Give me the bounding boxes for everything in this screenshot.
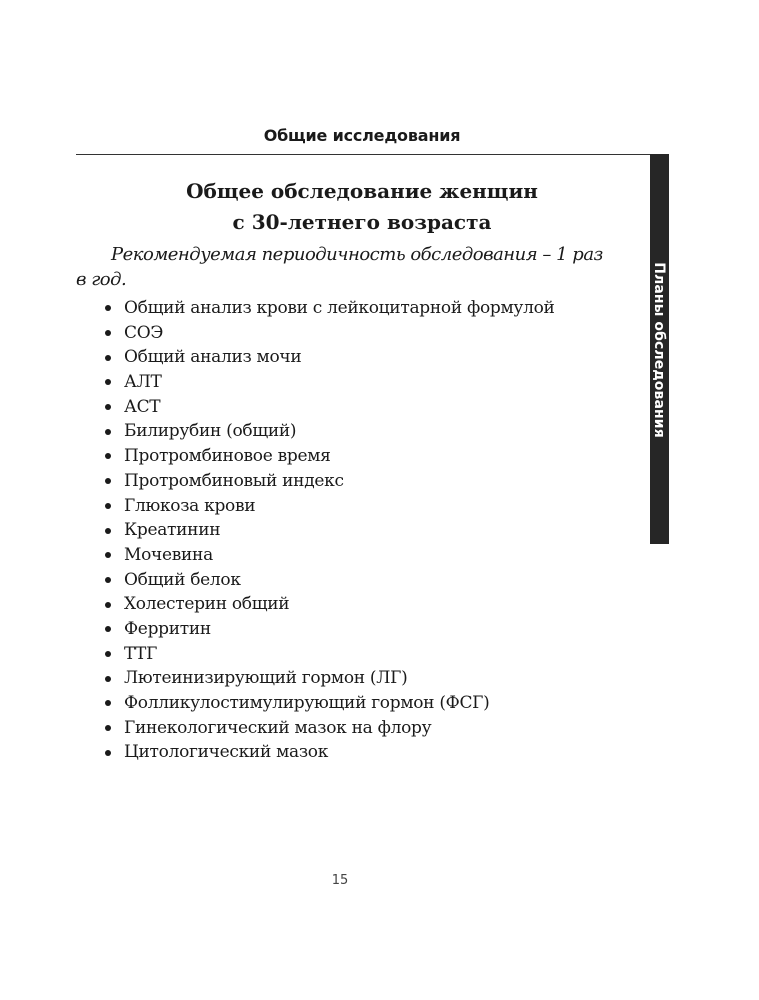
list-item-text: Общий белок bbox=[124, 569, 241, 590]
list-item bbox=[100, 666, 555, 691]
list-item-text: Креатинин bbox=[124, 520, 221, 541]
list-item bbox=[100, 518, 555, 543]
bullet-icon bbox=[105, 453, 111, 459]
bullet-icon bbox=[105, 626, 111, 632]
list-item bbox=[100, 494, 555, 519]
bullet-icon bbox=[105, 478, 111, 484]
bullet-icon bbox=[105, 379, 111, 385]
list-item bbox=[100, 345, 555, 370]
page-number: 15 bbox=[331, 873, 349, 888]
list-item bbox=[100, 419, 555, 444]
list-item-text: Общий анализ крови с лейкоцитарной формулой bbox=[124, 298, 555, 318]
list-item bbox=[100, 543, 555, 568]
list-item-text: Цитологический мазок bbox=[124, 742, 329, 763]
list-item bbox=[100, 617, 555, 642]
list-item bbox=[100, 716, 555, 741]
bullet-icon bbox=[105, 552, 111, 558]
list-item-text: Глюкоза крови bbox=[124, 495, 256, 516]
page-title-line-2: с 30-летнего возраста bbox=[232, 210, 492, 234]
bullet-icon bbox=[105, 404, 111, 410]
bullet-icon bbox=[105, 700, 111, 706]
list-item-text: ТТГ bbox=[124, 643, 158, 664]
list-item bbox=[100, 296, 555, 321]
bullet-icon bbox=[105, 429, 111, 435]
list-item bbox=[100, 469, 555, 494]
examination-list bbox=[100, 296, 555, 765]
list-item-text: Общий анализ мочи bbox=[124, 347, 302, 368]
page-title bbox=[76, 176, 648, 238]
list-item bbox=[100, 740, 555, 765]
list-item-text: АСТ bbox=[124, 396, 161, 417]
page-title-line-1: Общее обследование женщин bbox=[186, 179, 538, 203]
intro-paragraph: Рекомендуемая периодичность обследования – 1 раз в год. bbox=[76, 244, 603, 290]
bullet-icon bbox=[105, 528, 111, 534]
list-item-text: Лютеинизирующий гормон (ЛГ) bbox=[124, 668, 408, 689]
side-tab-label: Планы обследования bbox=[651, 262, 667, 438]
bullet-icon bbox=[105, 330, 111, 336]
list-item-text: Холестерин общий bbox=[124, 594, 290, 615]
list-item bbox=[100, 568, 555, 593]
list-item bbox=[100, 444, 555, 469]
list-item bbox=[100, 691, 555, 716]
list-item bbox=[100, 642, 555, 667]
list-item bbox=[100, 370, 555, 395]
bullet-icon bbox=[105, 602, 111, 608]
list-item bbox=[100, 395, 555, 420]
bullet-icon bbox=[105, 577, 111, 583]
list-item-text: Фолликулостимулирующий гормон (ФСГ) bbox=[124, 693, 490, 713]
bullet-icon bbox=[105, 503, 111, 509]
list-item-text: Протромбиновый индекс bbox=[124, 470, 344, 491]
list-item-text: Мочевина bbox=[124, 544, 213, 565]
running-header: Общие исследования bbox=[263, 126, 461, 145]
list-item-text: Ферритин bbox=[124, 618, 211, 639]
bullet-icon bbox=[105, 305, 111, 311]
header-rule bbox=[76, 154, 651, 155]
list-item-text: АЛТ bbox=[124, 372, 162, 393]
bullet-icon bbox=[105, 676, 111, 682]
list-item-text: СОЭ bbox=[124, 322, 164, 343]
bullet-icon bbox=[105, 750, 111, 756]
list-item-text: Протромбиновое время bbox=[124, 446, 331, 467]
list-item-text: Билирубин (общий) bbox=[124, 421, 297, 442]
list-item bbox=[100, 321, 555, 346]
bullet-icon bbox=[105, 355, 111, 361]
list-item bbox=[100, 592, 555, 617]
bullet-icon bbox=[105, 725, 111, 731]
bullet-icon bbox=[105, 651, 111, 657]
list-item-text: Гинекологический мазок на флору bbox=[124, 717, 432, 738]
